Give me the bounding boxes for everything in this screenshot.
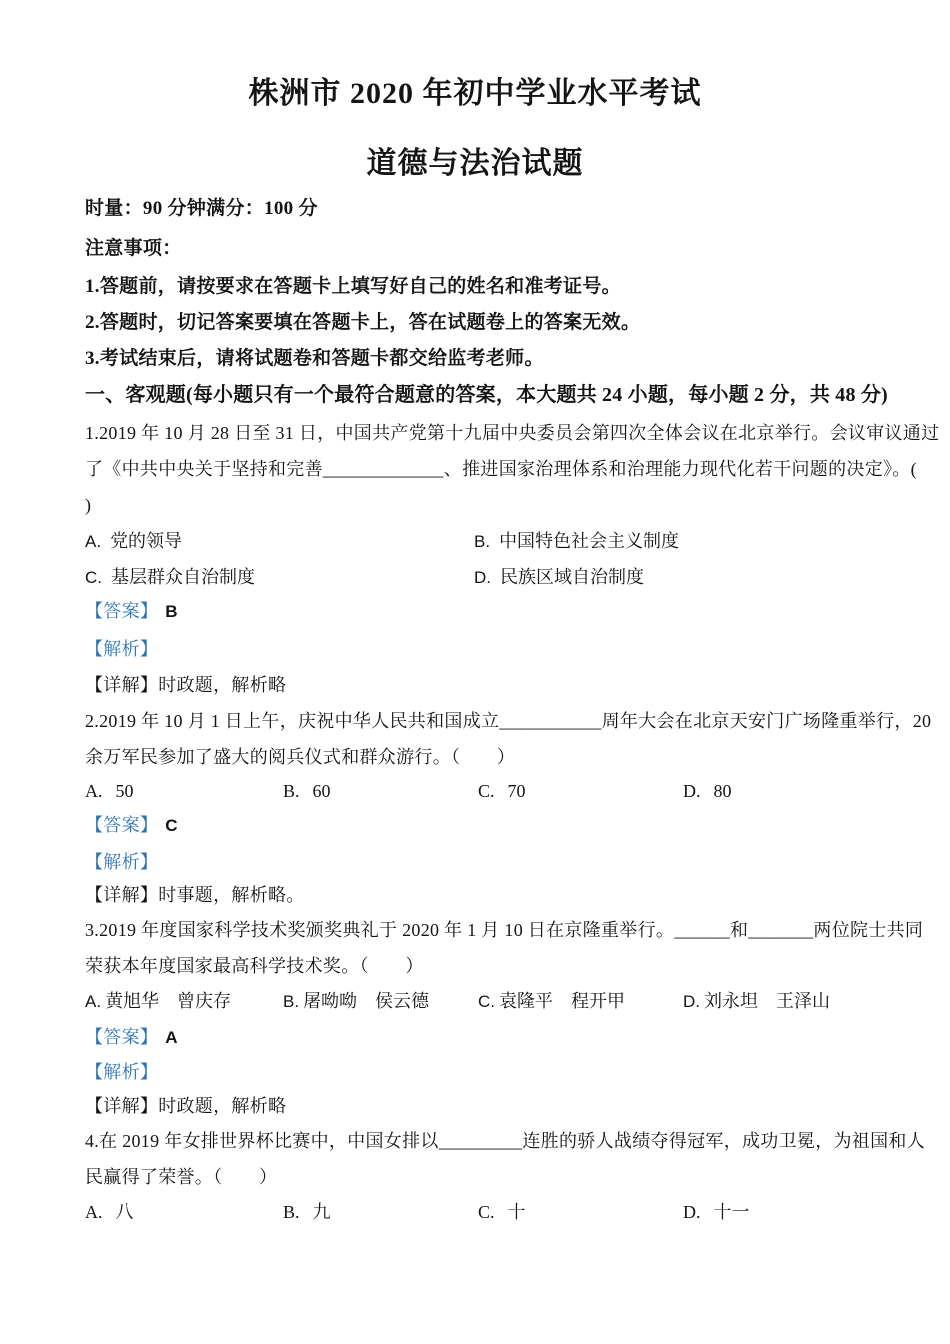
question-1-options-row-2 bbox=[85, 564, 890, 590]
question-3-option-a bbox=[85, 988, 231, 1015]
detail-text: 时事题，解析略。 bbox=[158, 885, 305, 905]
option-letter: B. bbox=[283, 781, 300, 801]
question-2-options-row bbox=[85, 778, 890, 804]
analysis-label: 【解析】 bbox=[85, 1062, 159, 1082]
option-letter: D. bbox=[683, 781, 701, 801]
question-2-option-c bbox=[478, 778, 526, 804]
question-3-option-b bbox=[283, 988, 429, 1015]
question-1-line-1: 1.2019 年 10 月 28 日至 31 日，中国共产党第十九届中央委员会第四次全体会议在北京举行。会议审议通过 bbox=[85, 423, 940, 443]
option-text: 60 bbox=[312, 781, 331, 801]
question-1-options-row-1 bbox=[85, 528, 890, 554]
question-1-answer-row bbox=[85, 598, 178, 625]
analysis-label: 【解析】 bbox=[85, 639, 159, 659]
section-heading: 一、客观题(每小题只有一个最符合题意的答案，本大题共 24 小题，每小题 2 分，共 48 分) bbox=[85, 384, 888, 406]
option-text: 十 bbox=[507, 1202, 526, 1222]
option-letter: A. bbox=[85, 992, 102, 1011]
option-text: 中国特色社会主义制度 bbox=[499, 531, 680, 551]
question-4-option-d bbox=[683, 1199, 750, 1225]
option-letter: C. bbox=[478, 1202, 495, 1222]
option-letter: D. bbox=[683, 992, 700, 1011]
answer-label: 【答案】 bbox=[85, 815, 159, 835]
option-text: 屠呦呦 侯云德 bbox=[303, 991, 430, 1011]
option-text: 九 bbox=[312, 1202, 331, 1222]
option-letter: C. bbox=[85, 568, 102, 587]
question-1-option-d bbox=[474, 564, 644, 591]
option-text: 刘永坦 王泽山 bbox=[704, 991, 830, 1011]
question-4-option-b bbox=[283, 1199, 331, 1225]
question-1-analysis-row bbox=[85, 636, 158, 662]
option-letter: C. bbox=[478, 992, 495, 1011]
answer-value: C bbox=[165, 816, 178, 835]
question-1-line-3: ) bbox=[85, 495, 92, 515]
question-3-line-2: 荣获本年度国家最高科学技术奖。（ ） bbox=[85, 956, 424, 976]
question-3-option-c bbox=[478, 988, 625, 1015]
question-1-option-b bbox=[474, 528, 679, 555]
question-4-line-2: 民赢得了荣誉。（ ） bbox=[85, 1167, 278, 1187]
question-3-answer-row bbox=[85, 1024, 178, 1051]
notice-heading: 注意事项： bbox=[85, 238, 182, 259]
question-2-line-2: 余万军民参加了盛大的阅兵仪式和群众游行。（ ） bbox=[85, 747, 516, 767]
question-4-line-1: 4.在 2019 年女排世界杯比赛中，中国女排以_________连胜的骄人战绩夺得冠军，成功卫冕，为祖国和人 bbox=[85, 1131, 925, 1151]
answer-value: B bbox=[165, 602, 178, 621]
detail-label: 【详解】 bbox=[85, 675, 159, 695]
option-letter: B. bbox=[283, 1202, 300, 1222]
answer-label: 【答案】 bbox=[85, 1027, 159, 1047]
question-2-option-a bbox=[85, 778, 134, 804]
option-text: 70 bbox=[507, 781, 526, 801]
question-2-option-b bbox=[283, 778, 331, 804]
exam-meta-line: 时量：90 分钟满分：100 分 bbox=[85, 198, 318, 219]
option-letter: C. bbox=[478, 781, 495, 801]
question-1-option-c bbox=[85, 564, 255, 591]
option-letter: D. bbox=[474, 568, 491, 587]
option-text: 基层群众自治制度 bbox=[111, 567, 255, 587]
question-4-option-c bbox=[478, 1199, 526, 1225]
option-letter: B. bbox=[474, 532, 491, 551]
option-text: 80 bbox=[713, 781, 732, 801]
analysis-label: 【解析】 bbox=[85, 852, 159, 872]
question-2-analysis-row bbox=[85, 849, 158, 875]
question-2-answer-row bbox=[85, 812, 178, 839]
question-3-option-d bbox=[683, 988, 830, 1015]
option-letter: B. bbox=[283, 992, 300, 1011]
question-4-options-row bbox=[85, 1199, 890, 1225]
question-2-option-d bbox=[683, 778, 732, 804]
question-2-line-1: 2.2019 年 10 月 1 日上午，庆祝中华人民共和国成立___________周年大会在北京天安门广场隆重举行，20 bbox=[85, 711, 932, 731]
question-1-option-a bbox=[85, 528, 182, 555]
option-text: 党的领导 bbox=[110, 531, 183, 551]
notice-item-1: 1.答题前，请按要求在答题卡上填写好自己的姓名和准考证号。 bbox=[85, 276, 621, 297]
detail-label: 【详解】 bbox=[85, 1096, 159, 1116]
detail-text: 时政题，解析略 bbox=[158, 675, 287, 695]
question-3-options-row bbox=[85, 988, 890, 1014]
notice-item-2: 2.答题时，切记答案要填在答题卡上，答在试题卷上的答案无效。 bbox=[85, 312, 641, 333]
notice-item-3: 3.考试结束后，请将试题卷和答题卡都交给监考老师。 bbox=[85, 348, 544, 369]
option-text: 50 bbox=[115, 781, 134, 801]
option-text: 十一 bbox=[713, 1202, 750, 1222]
question-2-detail-row bbox=[85, 882, 305, 908]
option-text: 袁隆平 程开甲 bbox=[499, 991, 625, 1011]
option-letter: D. bbox=[683, 1202, 701, 1222]
option-letter: A. bbox=[85, 532, 102, 551]
question-4-option-a bbox=[85, 1199, 134, 1225]
option-text: 黄旭华 曾庆存 bbox=[105, 991, 232, 1011]
page-title: 株洲市 2020 年初中学业水平考试 bbox=[248, 77, 702, 110]
question-3-line-1: 3.2019 年度国家科学技术奖颁奖典礼于 2020 年 1 月 10 日在京隆重举行。______和_______两位院士共同 bbox=[85, 920, 924, 940]
page-subtitle: 道德与法治试题 bbox=[366, 147, 584, 180]
option-letter: A. bbox=[85, 781, 103, 801]
answer-label: 【答案】 bbox=[85, 601, 159, 621]
option-text: 八 bbox=[115, 1202, 134, 1222]
option-text: 民族区域自治制度 bbox=[500, 567, 644, 587]
detail-label: 【详解】 bbox=[85, 885, 159, 905]
question-3-analysis-row bbox=[85, 1059, 158, 1085]
question-3-detail-row bbox=[85, 1093, 286, 1119]
option-letter: A. bbox=[85, 1202, 103, 1222]
question-1-detail-row bbox=[85, 672, 286, 698]
detail-text: 时政题，解析略 bbox=[158, 1096, 287, 1116]
answer-value: A bbox=[165, 1028, 178, 1047]
question-1-line-2: 了《中共中央关于坚持和完善_____________、推进国家治理体系和治理能力现代化若干问题的决定》。( bbox=[85, 459, 917, 479]
